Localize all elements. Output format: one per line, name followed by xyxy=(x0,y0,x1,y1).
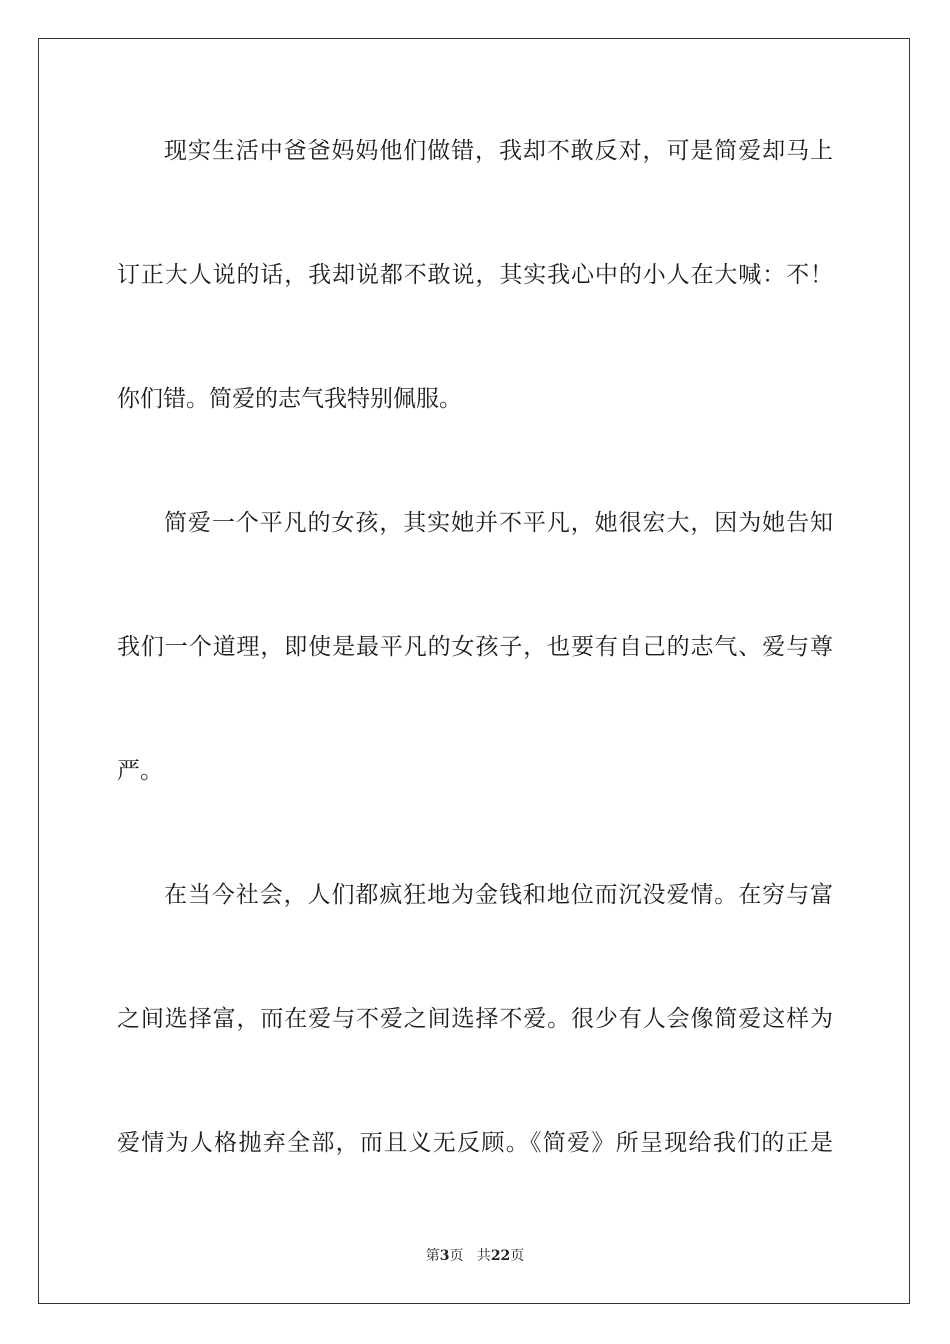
paragraph-3-line-3: 爱情为人格抛弃全部，而且义无反顾。《简爱》所呈现给我们的正是 xyxy=(117,1130,833,1156)
footer-page-unit: 页 xyxy=(449,1248,464,1264)
paragraph-2-line-1: 简爱一个平凡的女孩，其实她并不平凡，她很宏大，因为她告知 xyxy=(164,510,833,536)
paragraph-1-line-2: 订正大人说的话，我却说都不敢说，其实我心中的小人在大喊：不！ xyxy=(117,262,833,288)
paragraph-1-line-1: 现实生活中爸爸妈妈他们做错，我却不敢反对，可是简爱却马上 xyxy=(164,138,833,164)
paragraph-2-line-2: 我们一个道理，即使是最平凡的女孩子，也要有自己的志气、爱与尊 xyxy=(117,634,833,660)
footer-page-prefix: 第 xyxy=(425,1248,440,1264)
footer-page-current: 3 xyxy=(439,1248,450,1264)
paragraph-1-line-3: 你们错。简爱的志气我特别佩服。 xyxy=(117,386,462,412)
footer-total-prefix: 共 xyxy=(476,1248,491,1264)
page-footer xyxy=(0,1247,950,1265)
footer-page-total: 22 xyxy=(490,1248,511,1264)
paragraph-3-line-1: 在当今社会，人们都疯狂地为金钱和地位而沉没爱情。在穷与富 xyxy=(164,882,833,908)
page-frame xyxy=(38,38,910,1304)
paragraph-3-line-2: 之间选择富，而在爱与不爱之间选择不爱。很少有人会像简爱这样为 xyxy=(117,1006,833,1032)
footer-total-unit: 页 xyxy=(510,1248,525,1264)
paragraph-2-line-3: 严。 xyxy=(117,758,163,784)
